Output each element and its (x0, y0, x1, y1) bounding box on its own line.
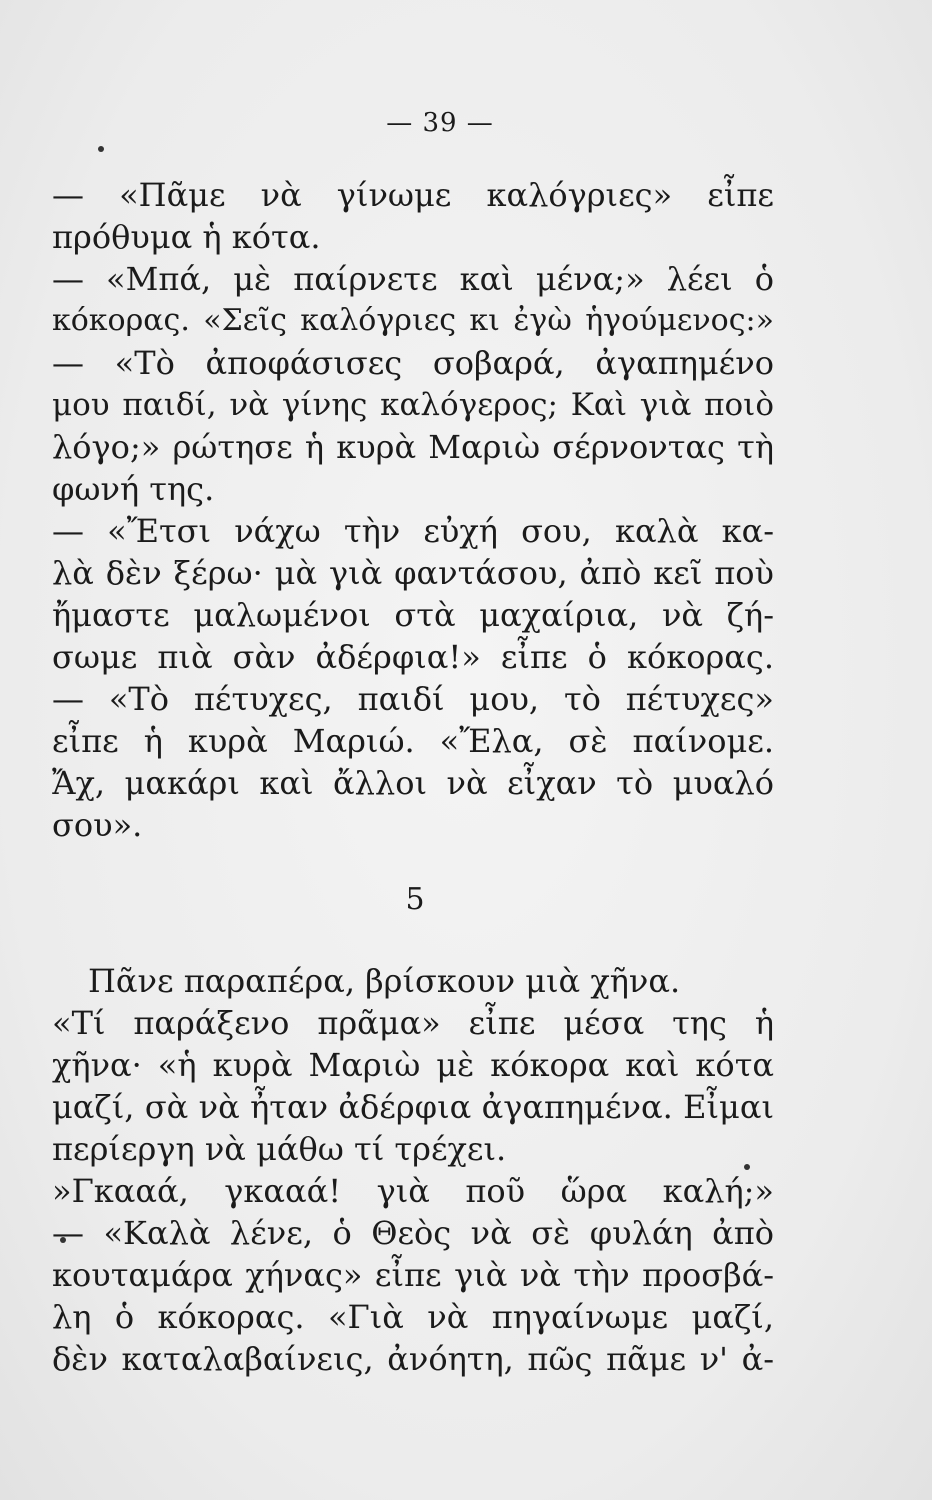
text-line: — «Καλὰ λένε, ὁ Θεὸς νὰ σὲ φυλάη ἀπὸ (52, 1214, 774, 1252)
text-line: μαζί, σὰ νὰ ἦταν ἀδέρφια ἀγαπημένα. Εἶμαι (52, 1088, 774, 1126)
text-line: φωνή της. (52, 470, 215, 508)
text-line: — «Τὸ πέτυχες, παιδί μου, τὸ πέτυχες» (52, 680, 774, 718)
text-line: λόγο;» ρώτησε ἡ κυρὰ Μαριὼ σέρνοντας τὴ (52, 428, 774, 466)
text-line: — «Πᾶμε νὰ γίνωμε καλόγριες» εἶπε (52, 176, 774, 214)
text-line: — «Ἔτσι νάχω τὴν εὐχή σου, καλὰ κα- (52, 512, 774, 550)
section-number: 5 (405, 882, 425, 917)
ink-speck (98, 146, 104, 152)
page-number: — 39 — (386, 108, 494, 138)
text-line: μου παιδί, νὰ γίνης καλόγερος; Καὶ γιὰ ποιὸ (52, 387, 774, 423)
text-line: εἶπε ἡ κυρὰ Μαριώ. «Ἔλα, σὲ παίνομε. (52, 722, 774, 760)
text-line: σωμε πιὰ σὰν ἀδέρφια!» εἶπε ὁ κόκορας. (52, 638, 774, 676)
text-line: δὲν καταλαβαίνεις, ἀνόητη, πῶς πᾶμε ν' ἀ- (52, 1340, 774, 1378)
text-line: χῆνα· «ἡ κυρὰ Μαριὼ μὲ κόκορα καὶ κότα (52, 1046, 774, 1084)
text-line: περίεργη νὰ μάθω τί τρέχει. (52, 1130, 507, 1168)
text-line: ἤμαστε μαλωμένοι στὰ μαχαίρια, νὰ ζή- (52, 596, 774, 634)
text-line: Ἄχ, μακάρι καὶ ἄλλοι νὰ εἶχαν τὸ μυαλό (52, 764, 774, 802)
text-line: κουταμάρα χήνας» εἶπε γιὰ νὰ τὴν προσβά- (52, 1256, 774, 1294)
dialogue-passage (52, 174, 774, 846)
text-line: λη ὁ κόκορας. «Γιὰ νὰ πηγαίνωμε μαζί, (52, 1298, 774, 1336)
text-line: σου». (52, 806, 143, 844)
text-line: «Τί παράξενο πρᾶμα» εἶπε μέσα της ἡ (52, 1004, 774, 1042)
section-five-passage (52, 960, 774, 1380)
text-line: »Γκααά, γκααά! γιὰ ποῦ ὥρα καλή;» (52, 1172, 774, 1210)
text-line: Πᾶνε παραπέρα, βρίσκουν μιὰ χῆνα. (88, 962, 681, 1000)
text-line: κόκορας. «Σεῖς καλόγριες κι ἐγὼ ἡγούμενος:» (52, 303, 774, 338)
text-line: — «Τὸ ἀποφάσισες σοβαρά, ἀγαπημένο (52, 344, 774, 382)
text-line: — «Μπά, μὲ παίρνετε καὶ μένα;» λέει ὁ (52, 260, 774, 298)
text-line: πρόθυμα ἡ κότα. (52, 218, 321, 256)
text-line: λὰ δὲν ξέρω· μὰ γιὰ φαντάσου, ἀπὸ κεῖ ποὺ (52, 554, 774, 592)
